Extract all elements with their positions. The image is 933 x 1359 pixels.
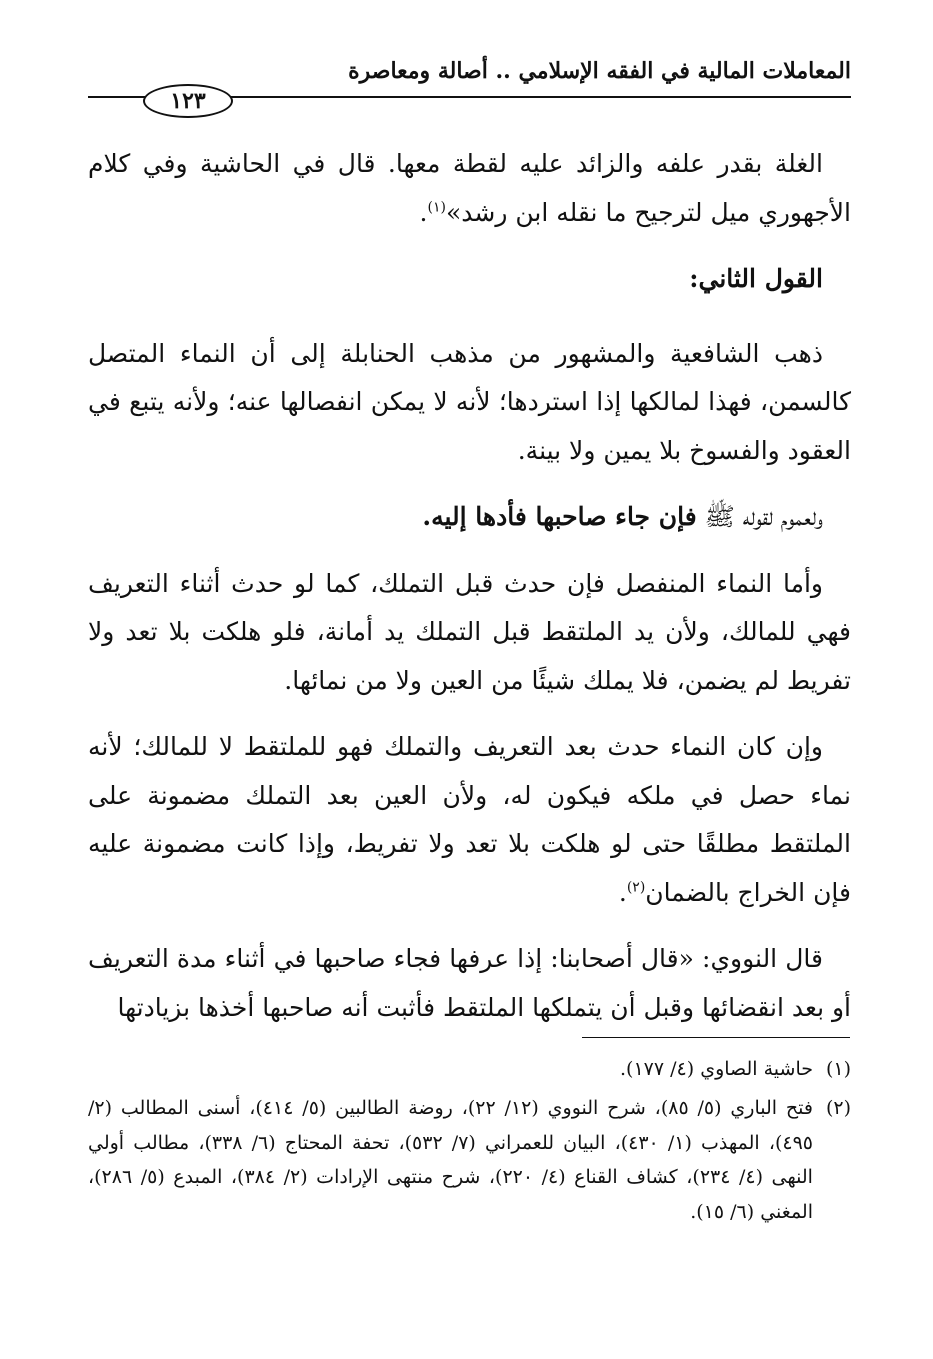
footnote-number: (١) <box>825 1058 851 1080</box>
section-heading: القول الثاني: <box>689 264 823 293</box>
footnote-2 <box>88 1091 851 1230</box>
paragraph-5-end: . <box>618 877 627 907</box>
footnote-number: (٢) <box>825 1096 851 1119</box>
paragraph-5 <box>88 723 851 917</box>
paragraph-1 <box>88 140 851 237</box>
paragraph-3 <box>88 493 851 542</box>
body-text <box>88 140 851 1050</box>
footnote-text: حاشية الصاوي (٤/ ١٧٧). <box>620 1058 813 1080</box>
hadith-quote: فإن جاء صاحبها فأدها إليه. <box>422 502 697 531</box>
running-header: المعاملات المالية في الفقه الإسلامي .. أصالة ومعاصرة <box>348 58 851 84</box>
paragraph-2: ذهب الشافعية والمشهور من مذهب الحنابلة إلى أن النماء المتصل كالسمن، فهذا لمالكها إذا استردها؛ لأنه لا يمكن انفصالها عنه؛ ولأنه يتبع في العقود والفسوخ بلا يمين ولا بينة. <box>88 338 851 465</box>
footnotes <box>88 1052 851 1234</box>
footnote-ref-2: (٢) <box>626 879 646 896</box>
footnote-text: فتح الباري (٥/ ٨٥)، شرح النووي (١٢/ ٢٢)، روضة الطالبين (٥/ ٤١٤)، أسنى المطالب (٢/ ٤٩٥)، المهذب (١/ ٤٣٠)، البيان للعمراني (٧/ ٥٣٢)، تحفة المحتاج (٦/ ٣٣٨)، مطالب أولي النهى (٤/ ٢٣٤)، كشاف القناع (٤/ ٢٢٠)، شرح منتهى الإرادات (٢/ ٣٨٤)، المبدع (٥/ ٢٨٦)، المغني (٦/ ١٥). <box>88 1096 813 1224</box>
paragraph-1-end: . <box>419 197 428 227</box>
paragraph-4: وأما النماء المنفصل فإن حدث قبل التملك، كما لو حدث أثناء التعريف فهي للمالك، ولأن يد الملتقط قبل التملك يد أمانة، فلو هلكت بلا تعد ولا تفريط لم يضمن، فلا يملك شيئًا من العين ولا من نمائها. <box>88 568 851 695</box>
footnote-ref-1: (١) <box>427 199 446 216</box>
paragraph-5-text: وإن كان النماء حدث بعد التعريف والتملك فهو للملتقط لا للمالك؛ لأنه نماء حصل في ملكه فيكون له، ولأن العين بعد التملك مضمونة على الملتقط مطلقًا حتى لو هلكت بلا تعد ولا تفريط، وإذا كانت مضمونة عليه فإن الخراج بالضمان <box>88 732 851 907</box>
paragraph-6: قال النووي: «قال أصحابنا: إذا عرفها فجاء صاحبها في أثناء مدة التعريف أو بعد انقضائها وقبل أن يتملكها الملتقط فأثبت أنه صاحبها أخذها بزيادتها <box>88 944 851 1022</box>
page-number: ١٢٣ <box>143 84 233 118</box>
footnote-rule <box>582 1037 850 1038</box>
footnote-1 <box>88 1052 851 1087</box>
paragraph-3-text: ولعموم لقوله ﷺ <box>696 502 823 531</box>
paragraph-1-text: الغلة بقدر علفه والزائد عليه لقطة معها. قال في الحاشية وفي كلام الأجهوري ميل لترجيح ما نقله ابن رشد» <box>88 149 851 227</box>
